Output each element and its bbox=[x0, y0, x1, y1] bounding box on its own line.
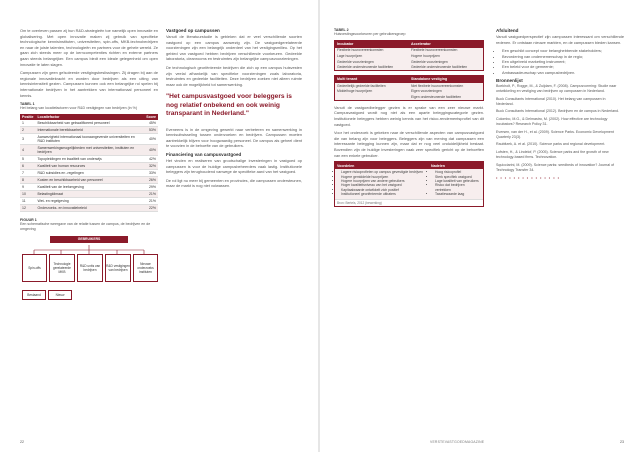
diagram-box: Technologie gerelateerde MKB bbox=[49, 254, 75, 282]
body-paragraph: De technologisch georiënteerde bedrijven die zich op een campus huisvesten zijn veelal afhankelijk van specifieke voorzieningen zoals laboratoria, testruimtes en gedeelde faciliteiten. Deze bedrijven zoeken niet alleen ruimte maar ook de mogelijkheid tot samenwerking. bbox=[166, 64, 302, 87]
list-item: • Hoog risicoprofiel bbox=[435, 170, 481, 174]
table-row bbox=[20, 163, 158, 170]
table-cell: Eigen voorzieningen bbox=[411, 89, 442, 94]
table-cell bbox=[335, 94, 409, 100]
list-item: • Hoger kwaliteitsniveau van het vastgoed bbox=[341, 183, 427, 187]
decorative-dots: ••••••••••••••• bbox=[496, 175, 563, 181]
body-paragraph: Voor het onderzoek is gekeken naar de verschillende aspecten van campusvastgoed die van belang zijn voor beleggers. Beleggers zijn van mening dat campussen een interessante belegging kunnen zijn, maar dat er nog veel onduidelijkheid bestaat. Bovendien zijn de huidige investeringen vaak zeer specifiek gericht op de behoeften van een enkele gebruiker. bbox=[334, 130, 484, 158]
table-caption: Het belang van locatiefactoren voor R&D vestigingen van bedrijven (in %) bbox=[20, 106, 138, 111]
table-cell: 4 bbox=[20, 145, 35, 156]
table-cell: Beschikbaarheid van gekwalificeerd personeel bbox=[35, 120, 144, 127]
table-cell: Kwaliteit van human resources bbox=[35, 163, 144, 170]
diagram-box: Spin-offs bbox=[22, 254, 47, 282]
table-cell: Gedeeltelijk gedeelde faciliteiten bbox=[337, 83, 386, 88]
list-item: • Lage kwaliteit van gebruikers bbox=[435, 179, 481, 183]
table-caption: Huisvestingsvoorkeuren per gebruikersgroep bbox=[334, 32, 406, 36]
table-cell: Topopleidingen en kwaliteit van onderwijs bbox=[35, 156, 144, 163]
references-heading: Bronnenlijst bbox=[496, 78, 523, 84]
diagram-box: R&D vestigingen van bedrijven bbox=[105, 254, 131, 282]
list-item: • Bevordering van ondernemerschap in de regio; bbox=[502, 54, 624, 59]
legend-bestaand: Bestaand bbox=[22, 290, 46, 300]
table-cell: 9 bbox=[20, 184, 35, 191]
table-source: Bron: Bertels, 2012 (bewerking) bbox=[335, 199, 483, 206]
table-cell: 32% bbox=[144, 163, 158, 170]
reference-item: Lofsten, H., & Lindelof, P. (2005). Science parks and the growth of new technology-based firms. Technovation. bbox=[496, 150, 609, 159]
left-col-2 bbox=[166, 28, 302, 192]
list-item: • Kapitaalwaarde ontwikkelt zich positief bbox=[341, 188, 427, 192]
table-cell: 8 bbox=[20, 177, 35, 184]
table-cell: R&D subsidies en -regelingen bbox=[35, 170, 144, 177]
list-item: • Risico dat bedrijven vertrekken bbox=[435, 183, 481, 192]
left-col-1 bbox=[20, 28, 158, 302]
body-paragraph: Eveneens is in de omgeving gewerkt naar verbeteren en samenwerking in kennisuitwisseling tussen onderzoeken en bedrijven. Campussen moeten aantrekkelijk blijven voor hoogwaardig personeel. De campus als geheel dient te voorzien in de behoefte van de gebruikers. bbox=[166, 126, 302, 149]
table-cell: 6 bbox=[20, 163, 35, 170]
table-row bbox=[20, 184, 158, 191]
body-paragraph: De rol ligt nu meer bij gemeenten en provincies, die campussen ondersteunen, maar de markt is nog niet volwassen. bbox=[166, 177, 302, 189]
table-cell: 29% bbox=[144, 184, 158, 191]
table-cell: Kwaliteit van de leefomgeving bbox=[35, 184, 144, 191]
list-item: • Taxatiewaarde laag bbox=[435, 192, 481, 196]
table-cell: 21% bbox=[144, 198, 158, 205]
table-cell: Lage huurprijzen bbox=[337, 53, 363, 58]
reference-item: Buck Consultants International (2012). Bedrijven en de campus in Nederland. bbox=[496, 109, 620, 114]
table-1 bbox=[20, 102, 158, 212]
table-cell: Flexibele huurovereenkomsten bbox=[411, 48, 458, 53]
table-cell: Aanwezigheid internationaal toonaangevende universiteiten en R&D instituten bbox=[35, 134, 144, 145]
body-paragraph: Het vinden en realiseren van grootschalige investeringen in vastgoed op campussen is voor de huidige campusbeheerders vaak lastig. Institutionele beleggers zijn terughoudend vanwege de specifieke aard van het vastgoed. bbox=[166, 157, 302, 175]
list-item: • Institutioneel georiënteerde uitbaters bbox=[341, 192, 427, 196]
reference-item: Buck Consultants International (2010). Het belang van campussen in Nederland. bbox=[496, 96, 606, 106]
table-row bbox=[20, 127, 158, 134]
table-cell: 5 bbox=[20, 156, 35, 163]
table-cell: Gedeelde voorzieningen bbox=[337, 59, 374, 64]
table-label: TABEL 2 bbox=[334, 28, 349, 32]
table-cell: Gedeelde ondersteunende faciliteiten bbox=[337, 65, 394, 70]
reference-item: Boekholt, P., Rogge, M., & Zuijdam, F. (2008). Campusvorming: Studie naar ontwikkeling en vestiging van bedrijven op campussen in Nederland. bbox=[496, 84, 617, 94]
list-item: • Sterk specifiek vastgoed bbox=[435, 175, 481, 179]
diagram-box: Nieuwe onderzoeks instituten bbox=[133, 254, 158, 282]
list-item: • Een uitgebreid marketing instrument; bbox=[502, 59, 624, 64]
table-row bbox=[335, 94, 483, 100]
table-cell: Middelhoge huurprijzen bbox=[337, 89, 373, 94]
table-header: Score bbox=[146, 114, 156, 119]
table-cell: 26% bbox=[144, 177, 158, 184]
table-cell: Hogere huurprijzen bbox=[411, 53, 440, 58]
table-cell: 40% bbox=[144, 145, 158, 156]
table-cell: 42% bbox=[144, 156, 158, 163]
list-item: • Een beleid voor de gemeente; bbox=[502, 64, 624, 69]
page-number: 22 bbox=[20, 440, 24, 444]
table-cell: Niet flexibele huurovereenkomsten bbox=[411, 83, 464, 88]
table-cell: 2 bbox=[20, 127, 35, 134]
huisvesting-table-a bbox=[334, 40, 484, 71]
table-cell: Onderzoeks- en innovatiebeleid bbox=[35, 205, 144, 212]
diagram-top-box: GEBRUIKERS bbox=[50, 236, 128, 243]
figure-diagram bbox=[20, 234, 158, 302]
table-cell: 40% bbox=[144, 134, 158, 145]
table-cell: 22% bbox=[144, 205, 158, 212]
table-cell: 45% bbox=[144, 120, 158, 127]
table-row bbox=[20, 205, 158, 212]
reference-item: Eversen, van der H., et al. (2009). Science Parks. Economic Development Quarterly 23(3). bbox=[496, 129, 614, 139]
table-header: Multi tenant bbox=[337, 77, 358, 82]
section-heading: Vastgoed op campussen bbox=[166, 28, 220, 33]
table-cell: 53% bbox=[144, 127, 158, 134]
table-cell: Kosten en beschikbaarheid van personeel bbox=[35, 177, 144, 184]
reference-item: Squicciarini, M. (2009). Science parks: seedbeds of innovation? Journal of Technology Transfer 34. bbox=[496, 162, 615, 172]
voordelen-list bbox=[335, 169, 429, 198]
table-row bbox=[20, 177, 158, 184]
table-cell: Gedeelde ondersteunende faciliteiten bbox=[411, 65, 468, 70]
table-cell: 3 bbox=[20, 134, 35, 145]
list-item: • Een geschikt concept voor belanghebbende stakeholders; bbox=[502, 48, 624, 53]
table-row bbox=[20, 145, 158, 156]
list-item: • Hogere huurprijzen van andere gebruikers bbox=[341, 179, 427, 183]
sidebar-bullets bbox=[496, 48, 624, 75]
table-cell: 10 bbox=[20, 191, 35, 198]
reference-item: Raubitzek, A. et al. (2010). Science parks and regional development. bbox=[496, 142, 606, 147]
sidebar-heading: Afsluitend bbox=[496, 28, 519, 33]
reference-item: Colombo, M.G., & Delmastro, M. (2002). How effective are technology incubators? Research Policy 31. bbox=[496, 117, 608, 126]
voordelen-nadelen-table bbox=[334, 161, 484, 206]
right-page bbox=[320, 0, 638, 452]
table-row bbox=[20, 170, 158, 177]
table-header: Standalone vestiging bbox=[411, 77, 448, 82]
table-header: Nadelen bbox=[431, 163, 445, 168]
magazine-footer: VERSTEVASTGOEDMAGAZINE bbox=[430, 440, 485, 444]
list-item: • Hogere gemiddelde huurprijzen bbox=[341, 175, 427, 179]
page-number: 23 bbox=[620, 440, 624, 444]
right-sidebar bbox=[496, 28, 624, 180]
section-heading: Financiering van campusvastgoed bbox=[166, 151, 242, 157]
pull-quote: "Het campusvastgoed voor beleggers is nog relatief onbekend en ook weinig transparant in Nederland." bbox=[166, 93, 292, 118]
figure-caption: Een schematische weergave van de relatie tussen de campus, de bedrijven en de omgeving bbox=[20, 222, 151, 231]
table-header: Voordelen bbox=[337, 163, 355, 168]
table-row bbox=[20, 156, 158, 163]
table-header: Locatiefactor bbox=[35, 114, 144, 120]
table-cell: 21% bbox=[144, 191, 158, 198]
table-cell: 12 bbox=[20, 205, 35, 212]
table-cell: Wet- en regelgeving bbox=[35, 198, 144, 205]
table-cell: Gedeelde voorzieningen bbox=[411, 59, 448, 64]
sidebar-intro: Vanuit vastgoedperspectief zijn campussen interessant om verschillende redenen. Er ontstaan nieuwe markten, en de campussen bieden kansen. bbox=[496, 34, 624, 45]
huisvesting-table-b bbox=[334, 75, 484, 101]
table-header: Incubator bbox=[337, 42, 354, 47]
body-paragraph: Vanuit de vastgoedbelegger gezien is er sprake van een zeer nieuwe markt. Campusvastgoed wordt nog niet als een aparte beleggingscategorie gezien. Institutionele beleggers hebben weinig kennis van het risico-rendementsprofiel van dit vastgoed. bbox=[334, 104, 484, 127]
table-header: Positie bbox=[22, 114, 34, 119]
table-cell: 11 bbox=[20, 198, 35, 205]
table-cell: 7 bbox=[20, 170, 35, 177]
table-label: TABEL 1 bbox=[20, 102, 35, 107]
table-cell: Flexibele huurovereenkomsten bbox=[337, 48, 384, 53]
table-cell: Samenwerkingsmogelijkheden met universiteiten, instituten en bedrijven bbox=[35, 145, 144, 156]
body-paragraph: Campussen zijn geen geïsoleerde vestigingsbeslissingen. Zij dragen bij aan de regionale innovatiekracht en worden door bedrijven als een uiting van kennisintensiteit gezien. Campussen kunnen ook een belangrijke rol spelen bij internationale bedrijven in het aantrekken van internationaal personeel en kennis. bbox=[20, 70, 158, 98]
left-page bbox=[0, 0, 318, 452]
list-item: • Ambassadeurschap van campusbedrijven. bbox=[502, 70, 624, 75]
diagram-box: R&D units van bedrijven bbox=[77, 254, 103, 282]
figure-label: FIGUUR 1 bbox=[20, 218, 37, 223]
nadelen-list bbox=[429, 169, 483, 198]
table-row bbox=[20, 134, 158, 145]
table-header: Accelerator bbox=[411, 42, 431, 47]
table-cell: Internationale bereikbaarheid bbox=[35, 127, 144, 134]
locatiefactoren-table bbox=[20, 114, 158, 212]
table-cell: 1 bbox=[20, 120, 35, 127]
references-list bbox=[496, 84, 624, 172]
table-row bbox=[335, 64, 483, 70]
table-row bbox=[20, 198, 158, 205]
body-paragraph: Om te overleven passen zij hun R&D-strategieën toe namelijk open innovatie en globalisering. Met open innovatie maken zij gebruik van specifieke technologische kennisinstituten, universiteiten, spin-offs, MKB-technobedrijven en naar de juiste talenten, technologieën en partners voor de gehele wereld. Ze gaan zich steeds meer op de kerncompetenties richten en externe partners gaan steeds belangrijker. Een campus biedt een ideale gelegenheid om open innovatie te laten slagen. bbox=[20, 28, 158, 67]
table-cell: Eigen ondersteunende faciliteiten bbox=[411, 94, 462, 99]
right-col-1 bbox=[334, 28, 484, 207]
table-cell: Belastingklimaat bbox=[35, 191, 144, 198]
legend-nieuw: Nieuw bbox=[48, 290, 72, 300]
table-row bbox=[20, 191, 158, 198]
table-cell: 33% bbox=[144, 170, 158, 177]
figure-1 bbox=[20, 218, 158, 302]
list-item: • Lagere risicoprofielen op campus gevestigde bedrijven bbox=[341, 170, 427, 174]
body-paragraph: Vanuit de literatuurstudie is gebleken dat er veel verschillende soorten vastgoed op een campus aanwezig zijn. De vastgoedgerelateerde voorzieningen zijn een belangrijk onderdeel van het vestigingsmilieu. Op het gebied van vastgoed hebben bedrijven verschillende voorkeuren. Gedeelde laboratoria, cleanrooms en testruimtes zijn belangrijke campusvoorzieningen. bbox=[166, 34, 302, 62]
